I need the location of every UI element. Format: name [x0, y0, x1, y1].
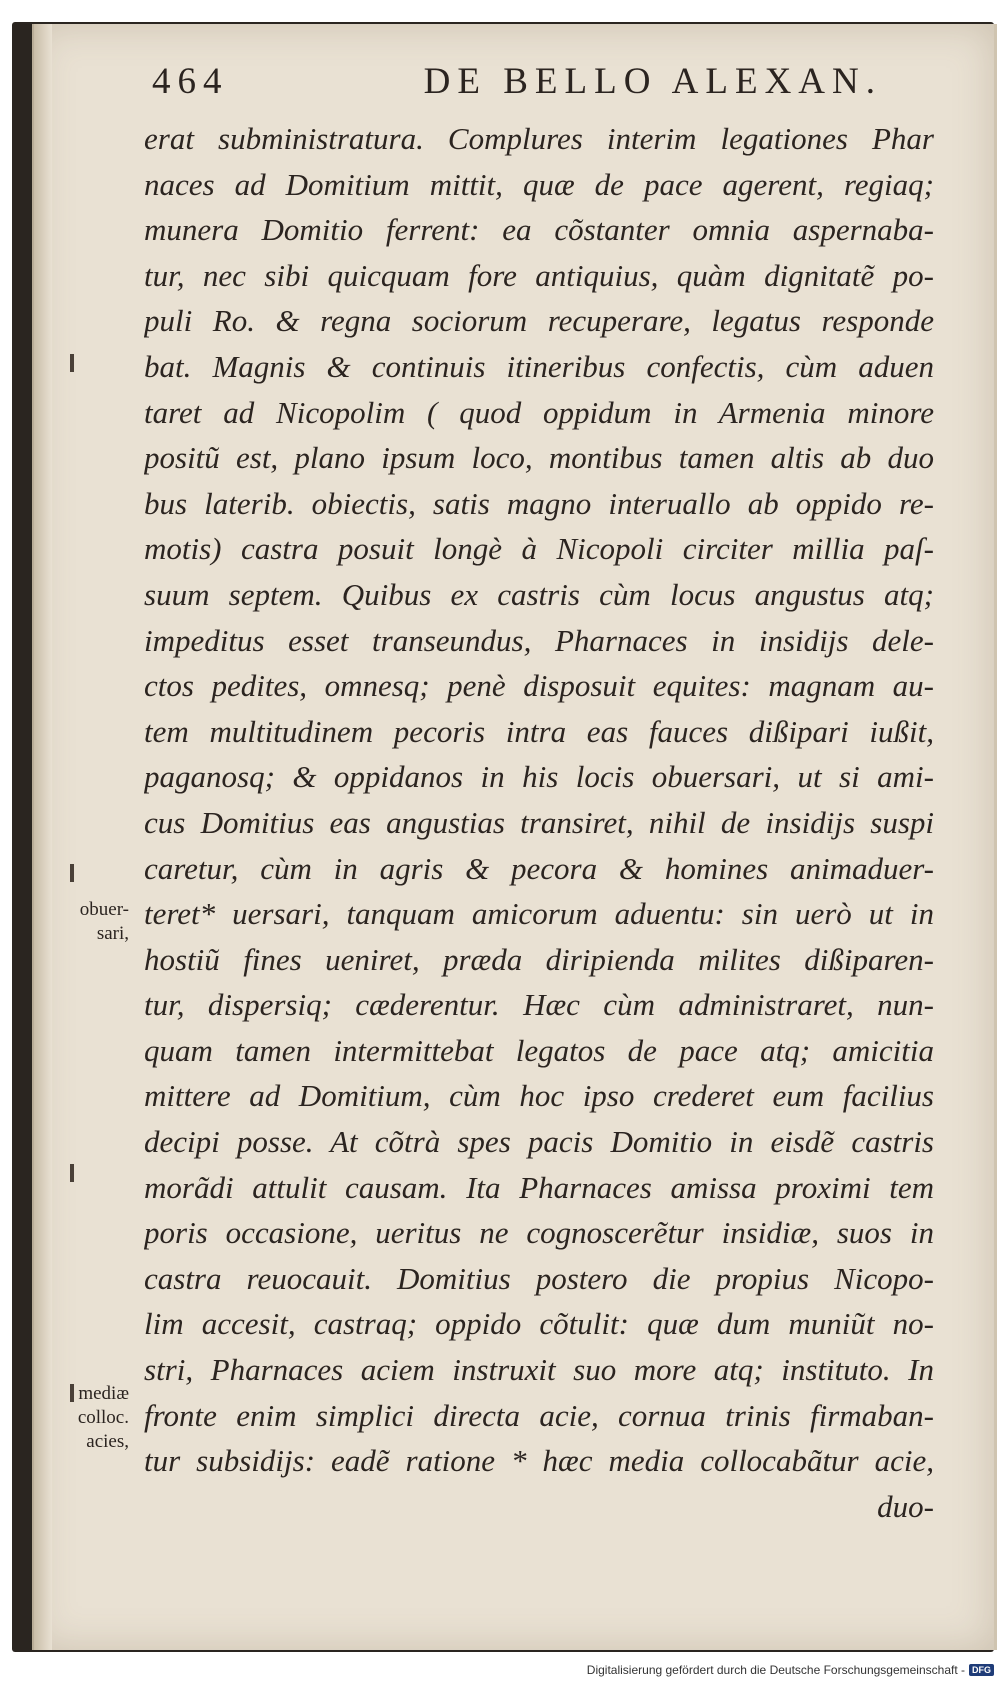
text-line: motis) castra posuit longè à Nicopoli circiter millia paſ-	[144, 531, 934, 567]
text-line: tur subsidijs: eadẽ ratione * hæc media collocabãtur acie,	[144, 1443, 934, 1479]
text-line: puli Ro. & regna sociorum recuperare, legatus responde	[144, 303, 934, 339]
text-line: naces ad Domitium mittit, quæ de pace agerent, regiaq;	[144, 166, 934, 202]
margin-note-line: mediæ	[78, 1383, 129, 1404]
text-line: teret* uersari, tanquam amicorum aduentu: sin uerò ut in	[144, 896, 934, 932]
text-line: munera Domitio ferrent: ea cõstanter omnia aspernaba-	[144, 212, 934, 248]
running-head	[152, 60, 882, 110]
text-line: quam tamen intermittebat legatos de pace atq; amicitia	[144, 1032, 934, 1068]
running-title: DE BELLO ALEXAN.	[423, 61, 882, 102]
text-line: castra reuocauit. Domitius postero die propius Nicopo-	[144, 1260, 934, 1296]
edge-mark	[70, 1164, 74, 1182]
text-line: stri, Pharnaces aciem instruxit suo more atq; instituto. In	[144, 1352, 934, 1388]
page-number: 464	[152, 61, 229, 102]
text-line: bus laterib. obiectis, satis magno interuallo ab oppido re-	[144, 485, 934, 521]
edge-mark	[70, 864, 74, 882]
text-line: taret ad Nicopolim ( quod oppidum in Armenia minore	[144, 394, 934, 430]
margin-note-line: obuer-	[79, 899, 129, 920]
catchword: duo-	[877, 1488, 934, 1524]
margin-note-line: colloc.	[77, 1407, 129, 1428]
text-line: fronte enim simplici directa acie, cornua trinis firmaban-	[144, 1397, 934, 1433]
text-line: paganosq; & oppidanos in his locis obuersari, ut si ami-	[144, 759, 934, 795]
text-line: impeditus esset transeundus, Pharnaces in insidijs dele-	[144, 622, 934, 658]
book-page	[32, 24, 997, 1650]
dfg-logo: DFG	[969, 1664, 994, 1676]
text-line: tur, nec sibi quicquam fore antiquius, quàm dignitatẽ po-	[144, 257, 934, 293]
text-line: tur, dispersiq; cæderentur. Hæc cùm administraret, nun-	[144, 987, 934, 1023]
text-line: bat. Magnis & continuis itineribus confectis, cùm aduen	[144, 348, 934, 384]
digitization-credit	[587, 1663, 994, 1677]
text-line: cus Domitius eas angustias transiret, nihil de insidijs suspi	[144, 804, 934, 840]
margin-note-line: acies,	[86, 1431, 129, 1452]
text-line: caretur, cùm in agris & pecora & homines animaduer-	[144, 850, 934, 886]
text-line: tem multitudinem pecoris intra eas fauces dißipari iußit,	[144, 713, 934, 749]
margin-note-line: sari,	[96, 923, 129, 944]
text-line: erat subministratura. Complures interim legationes Phar	[144, 121, 934, 156]
text-line: decipi posse. At cõtrà spes pacis Domitio in eisdẽ castris	[144, 1124, 934, 1160]
text-line: hostiũ fines ueniret, præda diripienda milites dißiparen-	[144, 941, 934, 977]
text-line: mittere ad Domitium, cùm hoc ipso crederet eum facilius	[144, 1078, 934, 1114]
text-line: poris occasione, ueritus ne cognoscerẽtur insidiæ, suos in	[144, 1215, 934, 1251]
text-line: ctos pedites, omnesq; penè disposuit equites: magnam au-	[144, 668, 934, 704]
body-text	[144, 116, 934, 1529]
margin-note-mediae	[34, 1382, 129, 1454]
text-line: lim accesit, castraq; oppido cõtulit: quæ dum muniũt no-	[144, 1306, 934, 1342]
text-line: morãdi attulit causam. Ita Pharnaces amissa proximi tem	[144, 1169, 934, 1205]
text-line: positũ est, plano ipsum loco, montibus tamen altis ab duo	[144, 440, 934, 476]
text-line: suum septem. Quibus ex castris cùm locus angustus atq;	[144, 576, 934, 612]
edge-mark	[70, 354, 74, 372]
margin-note-obuersari	[34, 898, 129, 946]
credit-text: Digitalisierung gefördert durch die Deutsche Forschungsgemeinschaft -	[586, 1663, 965, 1677]
